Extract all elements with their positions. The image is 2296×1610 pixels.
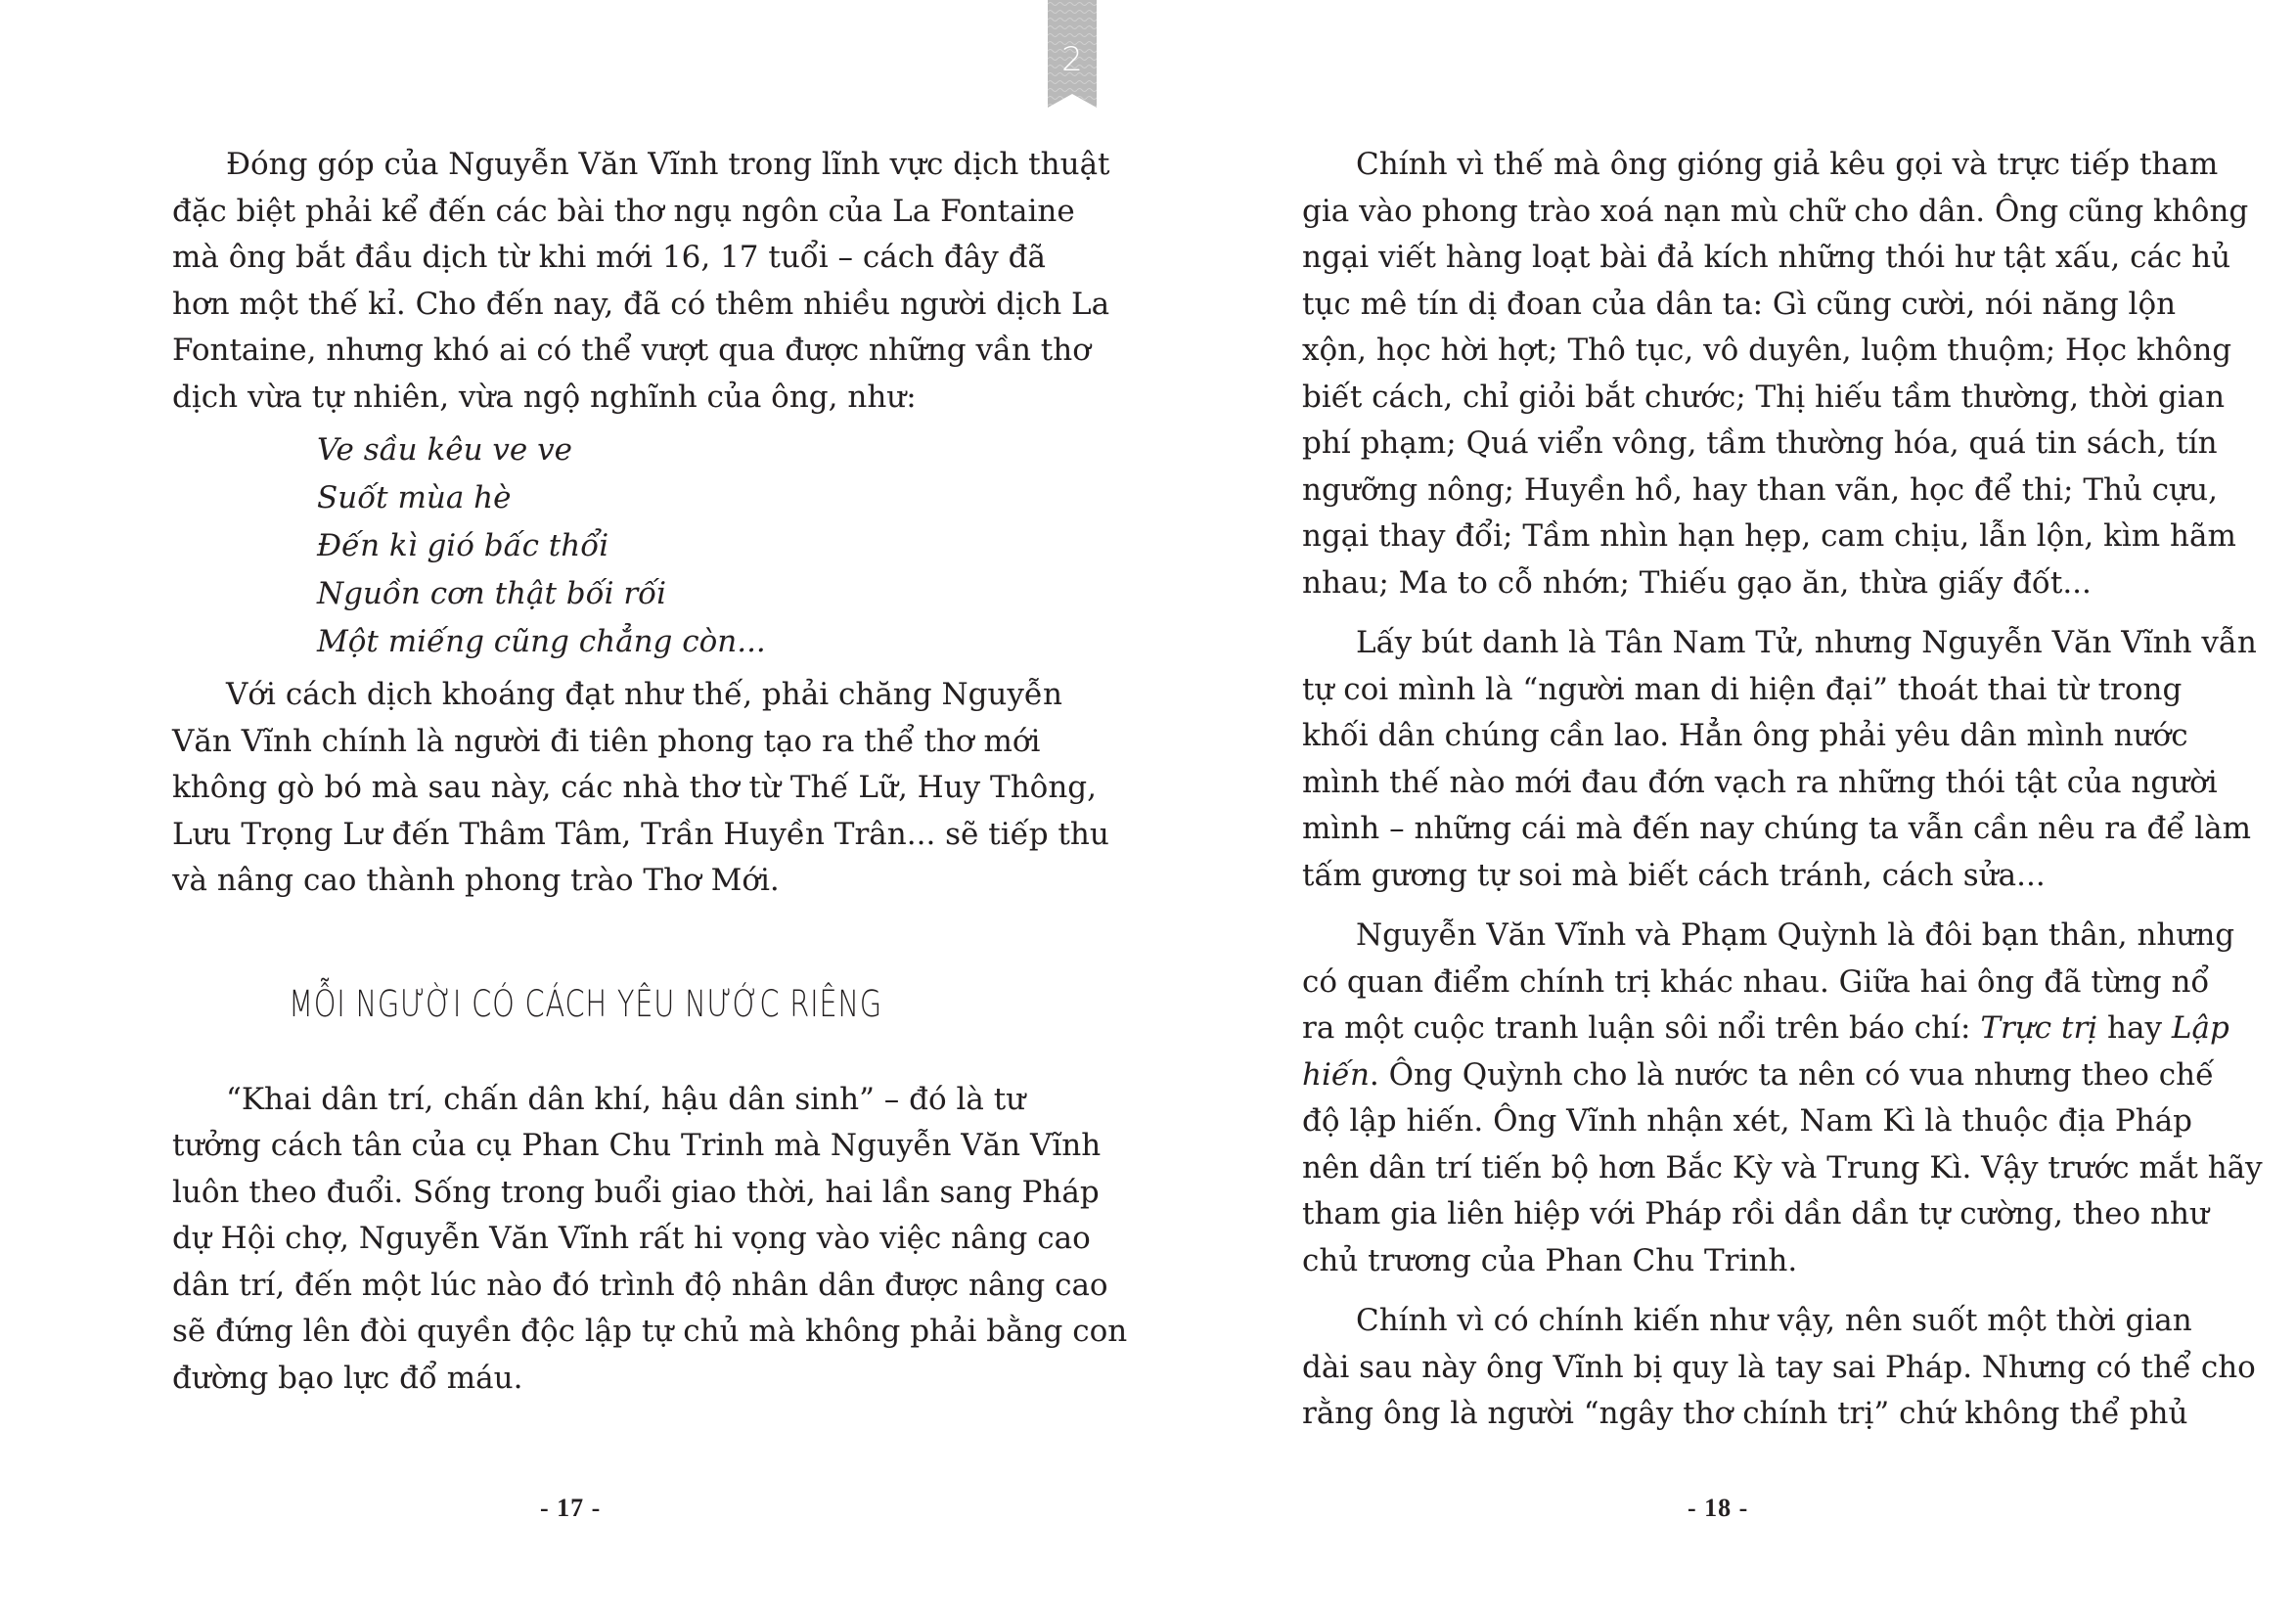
text-line: nhau; Ma to cỗ nhớn; Thiếu gạo ăn, thừa giấy đốt... (1302, 564, 2092, 601)
paragraph (172, 1077, 1128, 1403)
text-line: Lấy bút danh là Tân Nam Tử, nhưng Nguyễn Văn Vĩnh vẫn (1356, 625, 2257, 660)
italic-term: Trực trị (1980, 1010, 2098, 1046)
text-line: không gò bó mà sau này, các nhà thơ từ Thế Lữ, Huy Thông, (172, 770, 1098, 805)
paragraph (1302, 913, 2263, 1284)
text-run: . Ông Quỳnh cho là nước ta nên có vua nhưng theo chế (1369, 1056, 2215, 1093)
text-line: hơn một thế kỉ. Cho đến nay, đã có thêm nhiều người dịch La (172, 286, 1110, 322)
poem-line: Nguồn cơn thật bối rối (317, 576, 667, 611)
text-line: luôn theo đuổi. Sống trong buổi giao thời, hai lần sang Pháp (172, 1174, 1100, 1210)
right-page (1148, 0, 2296, 1610)
text-line: đường bạo lực đổ máu. (172, 1360, 523, 1396)
text-line: Đóng góp của Nguyễn Văn Vĩnh trong lĩnh vực dịch thuật (226, 147, 1110, 182)
poem-excerpt (172, 426, 999, 666)
text-line: xộn, học hời hợt; Thô tục, vô duyên, luộm thuộm; Học không (1302, 333, 2232, 368)
italic-term: Lập (2171, 1010, 2229, 1046)
text-line: tự coi mình là “người man di hiện đại” thoát thai từ trong (1302, 671, 2183, 707)
text-line: tục mê tín dị đoan của dân ta: Gì cũng cười, nói năng lộn (1302, 286, 2177, 322)
page-number: - 17 - (540, 1494, 602, 1522)
right-text-column (1302, 142, 2263, 1438)
text-line: mình – những cái mà đến nay chúng ta vẫn cần nêu ra để làm (1302, 811, 2252, 846)
poem-line: Đến kì gió bấc thổi (317, 528, 609, 563)
text-line: mà ông bắt đầu dịch từ khi mới 16, 17 tuổi – cách đây đã (172, 240, 1046, 275)
poem-line: Suốt mùa hè (317, 480, 512, 515)
text-line: ngại viết hàng loạt bài đả kích những thói hư tật xấu, các hủ (1302, 240, 2231, 275)
paragraph (1302, 620, 2257, 899)
text-line: Lưu Trọng Lư đến Thâm Tâm, Trần Huyền Trân... sẽ tiếp thu (172, 816, 1109, 852)
paragraph (172, 142, 1110, 421)
section-heading: MỖI NGƯỜI CÓ CÁCH YÊU NƯỚC RIÊNG (289, 982, 882, 1025)
text-line: đặc biệt phải kể đến các bài thơ ngụ ngôn của La Fontaine (172, 193, 1075, 229)
chapter-number: 2 (1061, 40, 1083, 79)
text-run: hay (2097, 1010, 2172, 1046)
text-line (1302, 1006, 2229, 1052)
text-line: biết cách, chỉ giỏi bắt chước; Thị hiếu tầm thường, thời gian (1302, 379, 2226, 415)
left-text-column (172, 142, 1128, 1402)
italic-term: hiến (1302, 1056, 1370, 1093)
paragraph (1302, 1298, 2256, 1438)
text-line: tưởng cách tân của cụ Phan Chu Trinh mà Nguyễn Văn Vĩnh (172, 1128, 1102, 1163)
text-line (1302, 1052, 2215, 1099)
text-line: Văn Vĩnh chính là người đi tiên phong tạo ra thể thơ mới (172, 723, 1041, 759)
text-line: chủ trương của Phan Chu Trinh. (1302, 1242, 1798, 1278)
text-line: Nguyễn Văn Vĩnh và Phạm Quỳnh là đôi bạn thân, nhưng (1356, 917, 2235, 953)
text-line: và nâng cao thành phong trào Thơ Mới. (172, 863, 780, 898)
text-line: Chính vì thế mà ông gióng giả kêu gọi và trực tiếp tham (1356, 147, 2219, 182)
page-number: - 18 - (1688, 1494, 1749, 1522)
text-line: dịch vừa tự nhiên, vừa ngộ nghĩnh của ông, như: (172, 379, 917, 415)
text-line: dân trí, đến một lúc nào đó trình độ nhân dân được nâng cao (172, 1267, 1108, 1303)
text-line: Với cách dịch khoáng đạt như thế, phải chăng Nguyễn (226, 677, 1062, 712)
poem-line: Ve sầu kêu ve ve (317, 432, 572, 468)
text-line: ngại thay đổi; Tầm nhìn hạn hẹp, cam chịu, lẫn lộn, kìm hãm (1302, 518, 2236, 554)
text-line: sẽ đứng lên đòi quyền độc lập tự chủ mà không phải bằng con (172, 1314, 1128, 1349)
text-line: nên dân trí tiến bộ hơn Bắc Kỳ và Trung Kì. Vậy trước mắt hãy (1302, 1149, 2263, 1185)
text-line: phí phạm; Quá viển vông, tầm thường hóa, quá tin sách, tín (1302, 425, 2218, 461)
text-line: Chính vì có chính kiến như vậy, nên suốt một thời gian (1356, 1303, 2192, 1338)
text-line: có quan điểm chính trị khác nhau. Giữa hai ông đã từng nổ (1302, 963, 2210, 1000)
text-line: Fontaine, nhưng khó ai có thể vượt qua được những vần thơ (172, 333, 1091, 368)
text-line: tấm gương tự soi mà biết cách tránh, cách sửa... (1302, 857, 2046, 893)
text-line: mình thế nào mới đau đớn vạch ra những thói tật của người (1302, 764, 2218, 800)
text-line: khối dân chúng cần lao. Hẳn ông phải yêu dân mình nước (1302, 718, 2188, 753)
paragraph (172, 672, 1109, 905)
text-line: tham gia liên hiệp với Pháp rồi dần dần tự cường, theo như (1302, 1196, 2209, 1231)
text-line: độ lập hiến. Ông Vĩnh nhận xét, Nam Kì là thuộc địa Pháp (1302, 1103, 2193, 1139)
poem-line: Một miếng cũng chẳng còn... (317, 624, 766, 659)
text-line: “Khai dân trí, chấn dân khí, hậu dân sinh” – đó là tư (226, 1081, 1026, 1117)
text-line: rằng ông là người “ngây thơ chính trị” chứ không thể phủ (1302, 1396, 2188, 1431)
text-line: dự Hội chợ, Nguyễn Văn Vĩnh rất hi vọng vào việc nâng cao (172, 1221, 1091, 1256)
paragraph (1302, 142, 2249, 606)
text-line: dài sau này ông Vĩnh bị quy là tay sai Pháp. Nhưng có thể cho (1302, 1349, 2256, 1385)
text-run: ra một cuộc tranh luận sôi nổi trên báo chí: (1302, 1010, 1981, 1046)
text-line: gia vào phong trào xoá nạn mù chữ cho dân. Ông cũng không (1302, 193, 2249, 229)
text-line: ngưỡng nông; Huyền hồ, hay than vãn, học để thi; Thủ cựu, (1302, 471, 2218, 508)
